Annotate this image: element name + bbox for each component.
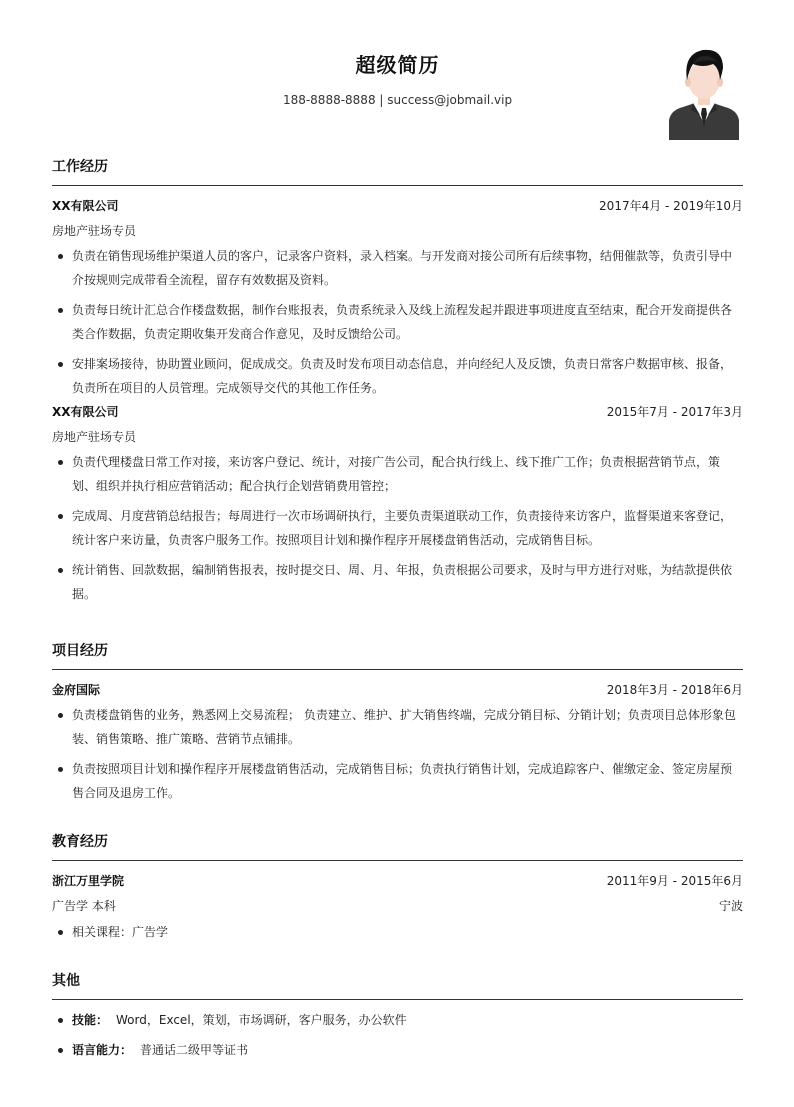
language-value: 普通话二级甲等证书 [140, 1043, 249, 1057]
candidate-name: 超级简历 [355, 53, 440, 77]
work-section [52, 157, 743, 606]
list-item: 负责代理楼盘日常工作对接，来访客户登记、统计，对接广告公司，配合执行线上、线下推广工作；负责根据营销节点，策划、组织并执行相应营销活动；配合执行企划营销费用管控； [52, 450, 743, 498]
education-section [52, 832, 743, 944]
date-range: 2015年7月 - 2017年3月 [606, 405, 743, 419]
project-name: 金府国际 [52, 683, 101, 697]
list-item: 安排案场接待，协助置业顾问，促成成交。负责及时发布项目动态信息，并向经纪人及反馈，负责日常客户数据审核、报备，负责所在项目的人员管理。完成领导交代的其他工作任务。 [52, 352, 743, 400]
project-section [52, 641, 743, 805]
date-range: 2018年3月 - 2018年6月 [606, 683, 743, 697]
list-item: 负责按照项目计划和操作程序开展楼盘销售活动，完成销售目标；负责执行销售计划，完成追踪客户、催缴定金、签定房屋预售合同及退房工作。 [52, 757, 743, 805]
list-item: 完成周、月度营销总结报告；每周进行一次市场调研执行，主要负责渠道联动工作，负责接待来访客户，监督渠道来客登记，统计客户来访量，负责客户服务工作。按照项目计划和操作程序开展楼盘销售活动，完成销售目标。 [52, 504, 743, 552]
skill-value: Word，Excel，策划，市场调研，客户服务，办公软件 [116, 1013, 407, 1027]
contact-info: 188-8888-8888 | success@jobmail.vip [282, 93, 513, 107]
section-title-other: 其他 [52, 971, 743, 1000]
list-item: 统计销售、回款数据，编制销售报表，按时提交日、周、月、年报，负责根据公司要求，及时与甲方进行对账，为结款提供依据。 [52, 558, 743, 606]
resume-page [52, 0, 743, 1107]
company-name: XX有限公司 [52, 405, 119, 419]
list-item: 负责楼盘销售的业务，熟悉网上交易流程； 负责建立、维护、扩大销售终端，完成分销目标、分销计划；负责项目总体形象包装、销售策略、推广策略、营销节点铺排。 [52, 703, 743, 751]
list-item: 负责在销售现场维护渠道人员的客户，记录客户资料，录入档案。与开发商对接公司所有后续事物，结佣催款等，负责引导中介按规则完成带看全流程，留存有效数据及资料。 [52, 244, 743, 292]
project-entry [52, 682, 743, 805]
work-entry [52, 404, 743, 606]
other-section [52, 971, 743, 1062]
resume-header [52, 52, 743, 108]
list-item: 相关课程：广告学 [52, 920, 743, 944]
avatar [669, 44, 739, 140]
list-item [52, 1008, 743, 1032]
skill-label: 技能： [72, 1013, 109, 1027]
major-degree: 广告学 本科 [52, 899, 116, 913]
list-item: 负责每日统计汇总合作楼盘数据，制作台账报表，负责系统录入及线上流程发起并跟进事项进度直至结束，配合开发商提供各类合作数据，负责定期收集开发商合作意见，及时反馈给公司。 [52, 298, 743, 346]
date-range: 2017年4月 - 2019年10月 [599, 199, 743, 213]
section-title-work: 工作经历 [52, 157, 743, 186]
work-entry [52, 198, 743, 400]
job-title: 房地产驻场专员 [52, 224, 137, 238]
school-location: 宁波 [718, 899, 743, 913]
section-title-project: 项目经历 [52, 641, 743, 670]
education-entry [52, 873, 743, 944]
school-name: 浙江万里学院 [52, 874, 125, 888]
list-item [52, 1038, 743, 1062]
date-range: 2011年9月 - 2015年6月 [606, 874, 743, 888]
company-name: XX有限公司 [52, 199, 119, 213]
job-title: 房地产驻场专员 [52, 430, 137, 444]
language-label: 语言能力： [72, 1043, 133, 1057]
section-title-education: 教育经历 [52, 832, 743, 861]
